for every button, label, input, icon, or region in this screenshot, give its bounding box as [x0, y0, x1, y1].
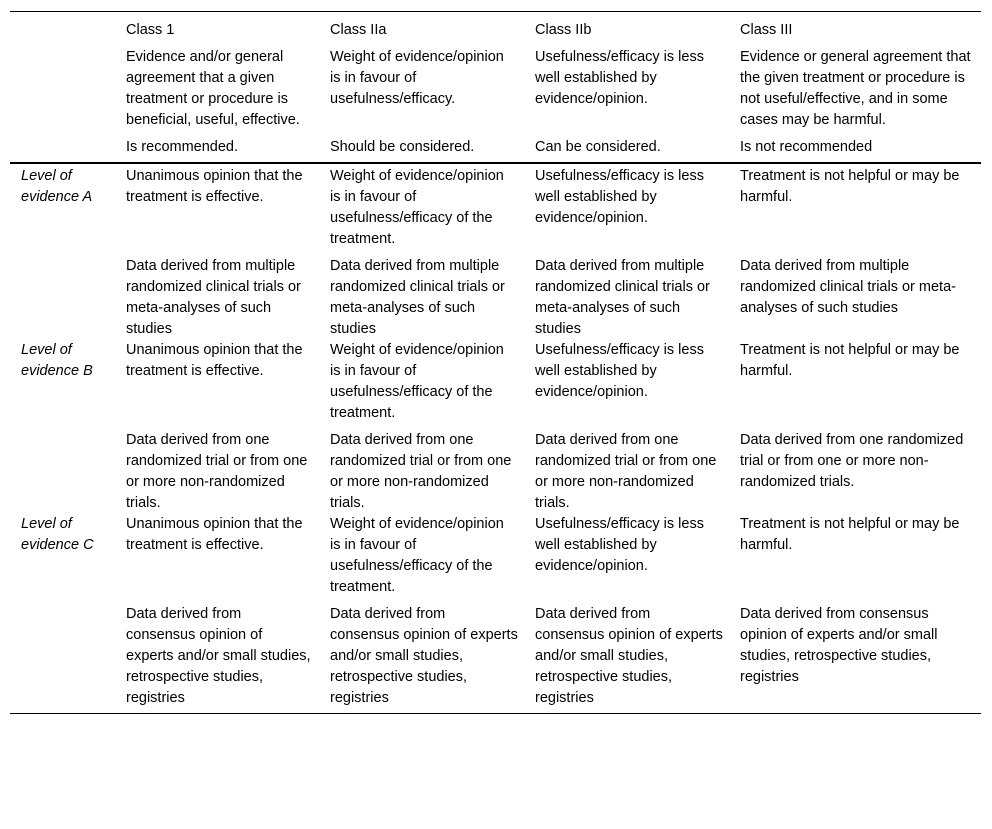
level-a-data-class-2b: Data derived from multiple randomized clinical trials or meta-analyses of such studies: [535, 258, 710, 337]
level-b-opinion-row: [10, 340, 981, 424]
level-a-data-class-1: Data derived from multiple randomized clinical trials or meta-analyses of such studies: [126, 258, 301, 337]
header-class-3: Class III: [740, 22, 793, 38]
level-b-data-class-3: Data derived from one randomized trial or from one or more non-randomized trials.: [740, 432, 964, 490]
level-c-data-class-3: Data derived from consensus opinion of experts and/or small studies, retrospective studies, registries: [740, 606, 938, 685]
level-b-data-class-2a: Data derived from one randomized trial or from one or more non-randomized trials.: [330, 432, 512, 511]
level-a-opinion-row: [10, 163, 981, 250]
level-a-data-class-2a: Data derived from multiple randomized clinical trials or meta-analyses of such studies: [330, 258, 505, 337]
recommendation-class-1: Is recommended.: [126, 139, 239, 155]
level-c-data-class-2b: Data derived from consensus opinion of experts and/or small studies, retrospective studies, registries: [535, 606, 723, 706]
level-c-data-row: [10, 598, 981, 714]
level-b-data-class-1: Data derived from one randomized trial or from one or more non-randomized trials.: [126, 432, 308, 511]
header-class-row: [10, 12, 981, 42]
recommendation-class-3: Is not recommended: [740, 139, 873, 155]
level-b-data-row: [10, 424, 981, 514]
level-c-opinion-class-1: Unanimous opinion that the treatment is effective.: [126, 516, 303, 553]
definition-class-2a: Weight of evidence/opinion is in favour of usefulness/efficacy.: [330, 49, 504, 107]
level-c-label: Level of evidence C: [21, 516, 94, 553]
recommendation-class-2a: Should be considered.: [330, 139, 475, 155]
header-definition-row: [10, 41, 981, 131]
evidence-classification-table: [10, 11, 981, 714]
level-c-data-class-1: Data derived from consensus opinion of experts and/or small studies, retrospective studies, registries: [126, 606, 311, 706]
level-a-opinion-class-3: Treatment is not helpful or may be harmful.: [740, 168, 960, 205]
definition-class-2b: Usefulness/efficacy is less well established by evidence/opinion.: [535, 49, 704, 107]
level-b-opinion-class-2a: Weight of evidence/opinion is in favour of usefulness/efficacy of the treatment.: [330, 342, 504, 421]
header-class-2a: Class IIa: [330, 22, 387, 38]
level-b-opinion-class-1: Unanimous opinion that the treatment is effective.: [126, 342, 303, 379]
level-a-data-class-3: Data derived from multiple randomized clinical trials or meta-analyses of such studies: [740, 258, 956, 316]
level-c-opinion-class-3: Treatment is not helpful or may be harmful.: [740, 516, 960, 553]
header-class-2b: Class IIb: [535, 22, 592, 38]
header-class-1: Class 1: [126, 22, 175, 38]
level-a-data-row: [10, 250, 981, 340]
level-a-opinion-class-1: Unanimous opinion that the treatment is effective.: [126, 168, 303, 205]
definition-class-1: Evidence and/or general agreement that a given treatment or procedure is beneficial, useful, effective.: [126, 49, 300, 128]
header-empty-cell: [10, 12, 115, 42]
definition-class-3: Evidence or general agreement that the given treatment or procedure is not useful/effective, and in some cases may be harmful.: [740, 49, 971, 128]
level-c-data-class-2a: Data derived from consensus opinion of experts and/or small studies, retrospective studies, registries: [330, 606, 518, 706]
level-b-opinion-class-2b: Usefulness/efficacy is less well established by evidence/opinion.: [535, 342, 704, 400]
recommendation-class-2b: Can be considered.: [535, 139, 661, 155]
level-b-data-class-2b: Data derived from one randomized trial or from one or more non-randomized trials.: [535, 432, 717, 511]
evidence-table-container: [10, 11, 981, 714]
header-recommendation-row: [10, 131, 981, 163]
level-c-opinion-class-2b: Usefulness/efficacy is less well established by evidence/opinion.: [535, 516, 704, 574]
level-a-opinion-class-2b: Usefulness/efficacy is less well established by evidence/opinion.: [535, 168, 704, 226]
level-a-label: Level of evidence A: [21, 168, 93, 205]
level-b-label: Level of evidence B: [21, 342, 93, 379]
level-b-opinion-class-3: Treatment is not helpful or may be harmful.: [740, 342, 960, 379]
level-c-opinion-class-2a: Weight of evidence/opinion is in favour of usefulness/efficacy of the treatment.: [330, 516, 504, 595]
level-c-opinion-row: [10, 514, 981, 598]
level-a-opinion-class-2a: Weight of evidence/opinion is in favour of usefulness/efficacy of the treatment.: [330, 168, 504, 247]
